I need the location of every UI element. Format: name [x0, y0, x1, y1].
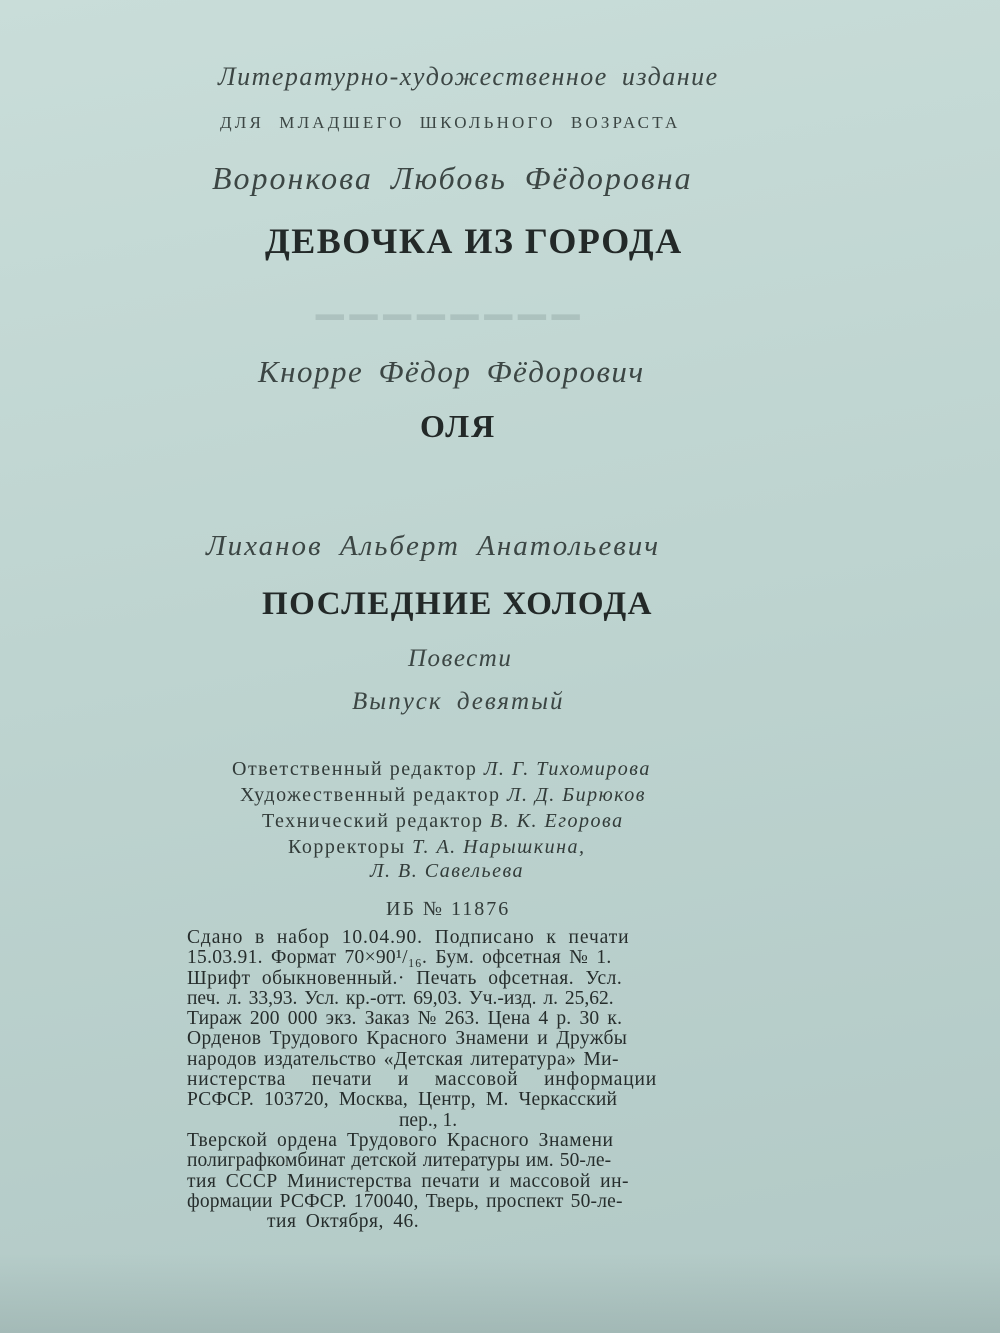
credit-proofreader-2: [370, 860, 524, 883]
genre-label: Повести: [408, 645, 513, 672]
work-2-author: Кнорре Фёдор Фёдорович: [258, 354, 645, 389]
work-1-title: ДЕВОЧКА ИЗ ГОРОДА: [265, 221, 683, 261]
credit-name: Л. В. Савельева: [370, 860, 525, 882]
imprint-block: [187, 928, 737, 1232]
credit-role: Художественный редактор: [240, 784, 501, 806]
credit-responsible-editor: [232, 758, 651, 781]
imprint-line: тия Октября, 46.: [267, 1211, 420, 1233]
credit-name: В. К. Егорова: [490, 810, 624, 832]
imprint-line: Тираж 200 000 экз. Заказ № 263. Цена 4 р. 30 к.: [187, 1008, 623, 1030]
work-2-title: ОЛЯ: [420, 408, 497, 444]
issue-label: Выпуск девятый: [352, 688, 565, 715]
work-3-author: Лиханов Альберт Анатольевич: [206, 530, 661, 562]
edition-type: Литературно-художественное издание: [218, 62, 719, 91]
work-3-title: ПОСЛЕДНИЕ ХОЛОДА: [262, 586, 653, 622]
ib-number: ИБ № 11876: [386, 898, 511, 920]
imprint-line: Сдано в набор 10.04.90. Подписано к печати: [187, 927, 630, 948]
imprint-line: 15.03.91. Формат 70×90¹/₁₆. Бум. офсетная № 1.: [187, 947, 612, 969]
credit-role: Ответственный редактор: [232, 758, 478, 780]
audience: для младшего школьного возраста: [220, 108, 681, 134]
imprint-line: РСФСР. 103720, Москва, Центр, М. Черкасский: [187, 1089, 618, 1111]
credit-art-editor: [240, 784, 646, 807]
credit-name: Т. А. Нарышкина,: [412, 836, 586, 858]
imprint-line: печ. л. 33,93. Усл. кр.-отт. 69,03. Уч.-изд. л. 25,62.: [187, 987, 614, 1009]
imprint-line: нистерства печати и массовой информации: [187, 1069, 657, 1091]
imprint-line: формации РСФСР. 170040, Тверь, проспект 50-ле-: [187, 1190, 623, 1212]
credit-role: Технический редактор: [262, 810, 484, 832]
credit-proofreaders: [288, 836, 586, 859]
credit-name: Л. Д. Бирюков: [507, 784, 646, 806]
credit-name: Л. Г. Тихомирова: [483, 758, 651, 780]
imprint-line: Орденов Трудового Красного Знамени и Дружбы: [187, 1028, 628, 1050]
credit-technical-editor: [262, 810, 624, 833]
imprint-line: Тверской ордена Трудового Красного Знамени: [187, 1129, 614, 1151]
credit-role: Корректоры: [288, 836, 406, 858]
page-bottom-shadow: [0, 1253, 1000, 1333]
imprint-line: народов издательство «Детская литература» Ми-: [187, 1048, 619, 1070]
imprint-line: тия СССР Министерства печати и массовой ин-: [187, 1170, 630, 1192]
imprint-line: Шрифт обыкновенный.· Печать офсетная. Усл.: [187, 967, 623, 989]
imprint-line: полиграфкомбинат детской литературы им. 50-ле-: [187, 1150, 612, 1172]
show-through-ghost-text: ▁▁▁▁▁▁▁▁: [310, 279, 580, 319]
imprint-line: пер., 1.: [399, 1109, 458, 1131]
work-1-author: Воронкова Любовь Фёдоровна: [212, 160, 693, 196]
